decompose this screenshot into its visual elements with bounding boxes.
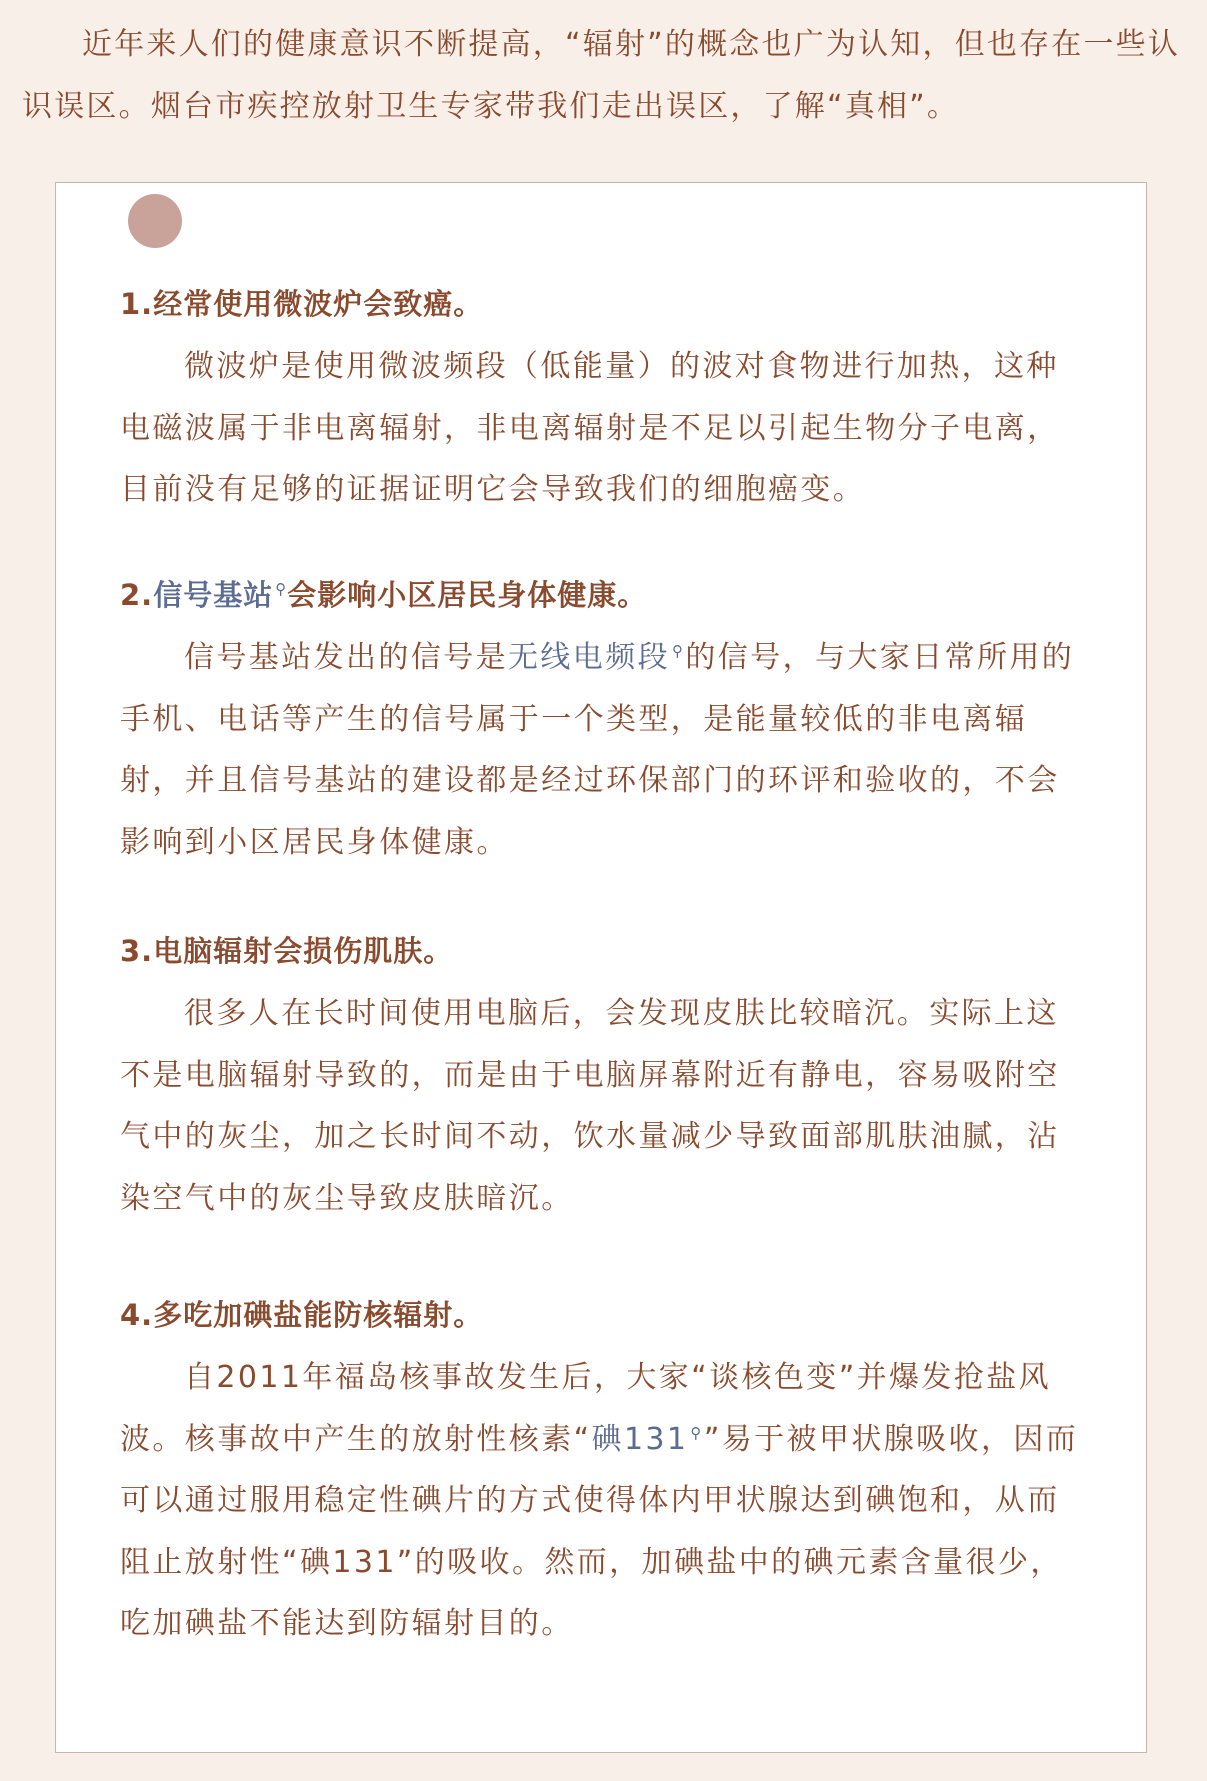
keyword-link-radio-band[interactable]: 无线电频段 [508,640,670,675]
keyword-link-base-station[interactable]: 信号基站 [153,578,274,612]
decorative-dot [128,194,182,248]
section-body: 微波炉是使用微波频段（低能量）的波对食物进行加热，这种电磁波属于非电离辐射，非电离辐射是不足以引起生物分子电离，目前没有足够的证据证明它会导致我们的细胞癌变。 [120,349,1060,507]
section-microwave [120,284,1088,521]
body-suffix: 的信号，与大家日常所用的手机、电话等产生的信号属于一个类型，是能量较低的非电离辐射，并且信号基站的建设都是经过环保部门的环评和验收的，不会影响到小区居民身体健康。 [120,640,1075,860]
magnifier-icon[interactable]: ⚲ [672,642,686,660]
body-prefix: 自2011年福岛核事故发生后，大家“谈核色变”并爆发抢盐风波。核事故中产生的放射性核素“ [120,1360,1052,1457]
body-prefix: 信号基站发出的信号是 [184,640,508,675]
section-heading: 3.电脑辐射会损伤肌肤。 [120,934,454,968]
heading-suffix: 会影响小区居民身体健康。 [287,578,648,612]
section-base-station [120,575,1088,873]
section-computer [120,931,1088,1229]
magnifier-icon[interactable]: ⚲ [690,1423,704,1442]
section-body [120,627,1088,873]
intro-paragraph: 近年来人们的健康意识不断提高，“辐射”的概念也广为认知，但也存在一些认识误区。烟台市疾控放射卫生专家带我们走出误区，了解“真相”。 [22,27,1181,124]
section-heading [120,575,1088,615]
section-iodized-salt [120,1295,1088,1655]
section-body [120,1347,1088,1655]
keyword-link-iodine131[interactable]: 碘131 [591,1421,689,1457]
magnifier-icon[interactable]: ⚲ [275,580,288,599]
body-suffix: ”易于被甲状腺吸收，因而可以通过服用稳定性碘片的方式使得体内甲状腺达到碘饱和，从而阻止放射性“碘131”的吸收。然而，加碘盐中的碘元素含量很少，吃加碘盐不能达到防辐射目的。 [120,1421,1079,1641]
heading-prefix: 2. [120,578,154,612]
content-card [55,182,1147,1753]
section-heading: 1.经常使用微波炉会致癌。 [120,287,484,321]
section-body: 很多人在长时间使用电脑后，会发现皮肤比较暗沉。实际上这不是电脑辐射导致的，而是由于电脑屏幕附近有静电，容易吸附空气中的灰尘，加之长时间不动，饮水量减少导致面部肌肤油腻，沾染空气中的灰尘导致皮肤暗沉。 [120,996,1060,1216]
section-heading: 4.多吃加碘盐能防核辐射。 [120,1298,484,1332]
